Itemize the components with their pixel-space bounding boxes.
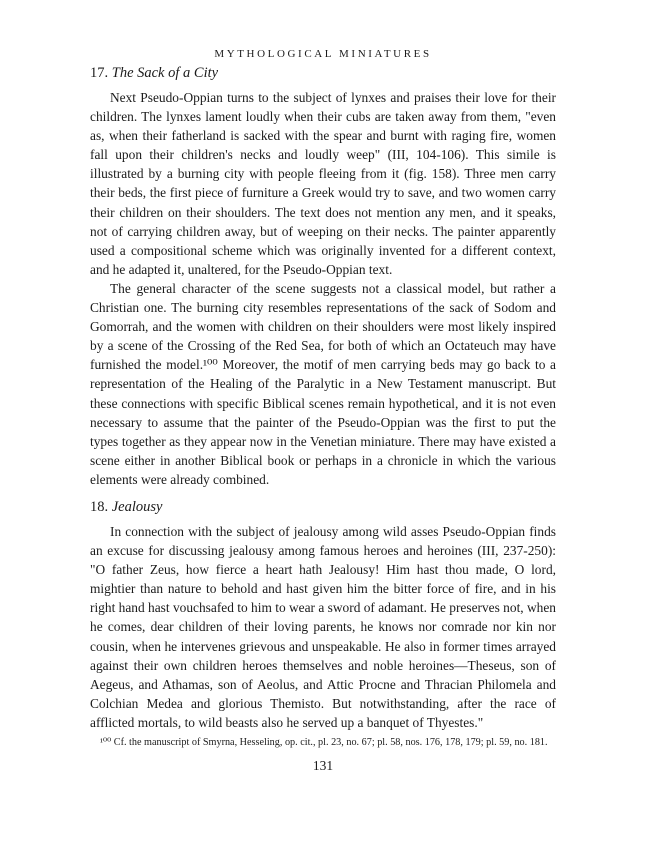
book-page	[90, 48, 556, 774]
section-number: 18.	[90, 498, 109, 515]
section-number: 17.	[90, 65, 109, 81]
paragraph: The general character of the scene suggests not a classical model, but rather a Christian one. The burning city resembles representations of the sack of Sodom and Gomorrah, and the women with children on their shoulders were most likely inspired by a scene of the Crossing of the Red Sea, for both of which an Octateuch may have furnished the model.¹⁰⁰ Moreover, the motif of men carrying beds may go back to a representation of the Healing of the Paralytic in a New Testament manuscript. But these connections with specific Biblical scenes remain hypothetical, and it is not even necessary to assume that the painter of the Pseudo-Oppian was the first to put the types together as they appear now in the Venetian miniature. There may have existed a scene either in another Biblical book or perhaps in a chronicle in which the various elements were already combined.	[90, 280, 556, 487]
section-heading	[90, 64, 556, 83]
paragraph: In connection with the subject of jealousy among wild asses Pseudo-Oppian finds an excuse for discussing jealousy among famous heroes and heroines (III, 237-250): "O father Zeus, how fierce a heart hath Jealousy! Him hast thou made, O lord, mightier than nature to behold and hast given him the bitter force of fire, and in his right hand hast vouchsafed to him to wear a sword of adamant. He preserves not, when he comes, dear children of their loving parents, he knows nor comrade nor kin nor cousin, when he intervenes grievous and unspeakable. He also in former times arrayed against their own children heroes themselves and noble heroines—Theseus, son of Aegeus, and Athamas, son of Aeolus, and Attic Procne and Thracian Philomela and Colchian Medea and glorious Themisto. But notwithstanding, after the race of afflicted mortals, to wild beasts also he served up a banquet of Thyestes."	[90, 523, 556, 730]
paragraph: Next Pseudo-Oppian turns to the subject of lynxes and praises their love for their children. The lynxes lament loudly when their cubs are taken away from them, "even as, when their fatherland is sacked with the spear and burnt with raging fire, women fall upon their children's necks and loudly weep" (III, 104-106). This simile is illustrated by a burning city with people fleeing from it (fig. 158). Three men carry their beds, the first piece of furniture a Greek would try to save, and two women carry their children on their shoulders. The text does not mention any men, and it speaks, not of carrying children away, but of weeping on their necks. The painter apparently used a compositional scheme which was originally invented for a different context, and he adapted it, unaltered, for the Pseudo-Oppian text.	[90, 90, 556, 277]
section-heading	[90, 498, 556, 517]
section-sack-of-a-city	[90, 64, 556, 489]
section-title: The Sack of a City	[111, 65, 219, 81]
running-head: MYTHOLOGICAL MINIATURES	[214, 48, 432, 60]
section-jealousy	[90, 498, 556, 732]
page-number: 131	[312, 757, 334, 773]
section-title: Jealousy	[111, 498, 163, 515]
footnote: ¹⁰⁰ Cf. the manuscript of Smyrna, Hesseling, op. cit., pl. 23, no. 67; pl. 58, nos. 176, 178, 179; pl. 59, no. 181.	[100, 737, 548, 748]
